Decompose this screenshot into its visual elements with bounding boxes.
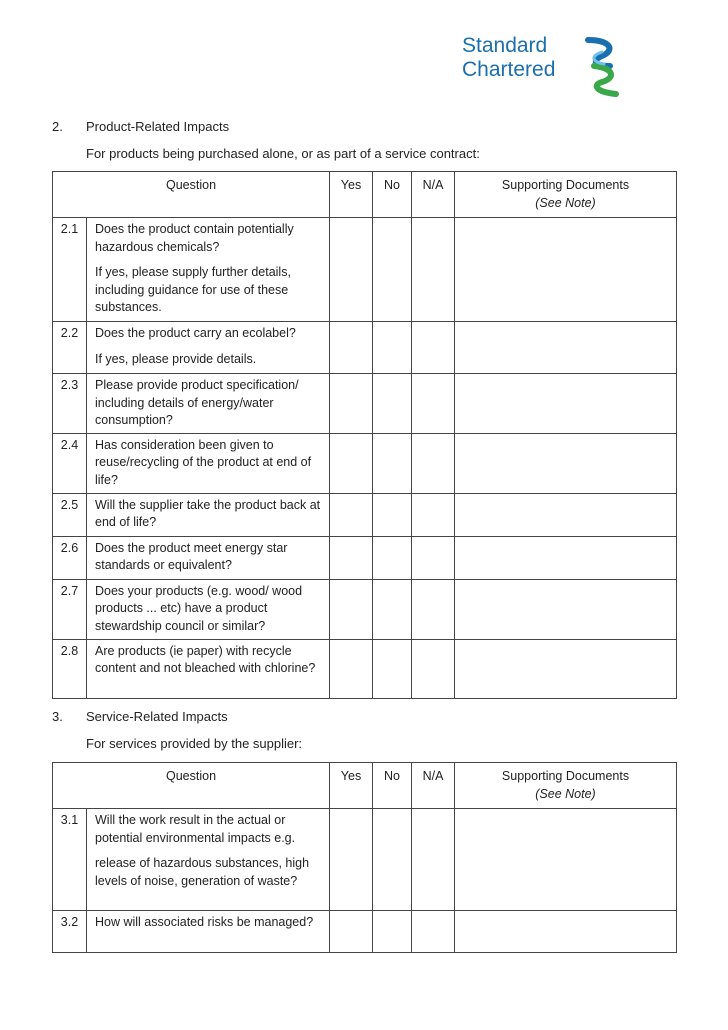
question-text: Are products (ie paper) with recycle content and not bleached with chlorine? xyxy=(95,643,316,675)
logo-line-1: Standard xyxy=(462,34,548,57)
na-cell[interactable] xyxy=(412,218,455,322)
docs-cell[interactable] xyxy=(455,536,677,579)
header-no: No xyxy=(373,763,412,809)
section-3-number: 3. xyxy=(52,709,63,724)
row-question xyxy=(87,374,330,434)
header-docs-note: (See Note) xyxy=(535,786,596,801)
question-detail: release of hazardous substances, high levels of noise, generation of waste? xyxy=(95,856,310,888)
no-cell[interactable] xyxy=(373,809,412,911)
na-cell[interactable] xyxy=(412,433,455,493)
question-detail: If yes, please provide details. xyxy=(95,351,257,366)
row-question xyxy=(87,809,330,911)
docs-cell[interactable] xyxy=(455,579,677,639)
section-2-title: Product-Related Impacts xyxy=(86,119,230,134)
question-text: Does the product carry an ecolabel? xyxy=(95,326,296,340)
row-question xyxy=(87,218,330,322)
question-text: Does the product meet energy star standards or equivalent? xyxy=(95,540,288,572)
header-supporting-documents xyxy=(455,172,677,218)
na-cell[interactable] xyxy=(412,536,455,579)
yes-cell[interactable] xyxy=(330,536,373,579)
yes-cell[interactable] xyxy=(330,911,373,953)
row-question xyxy=(87,433,330,493)
docs-cell[interactable] xyxy=(455,374,677,434)
docs-cell[interactable] xyxy=(455,433,677,493)
row-question xyxy=(87,911,330,953)
row-question xyxy=(87,493,330,536)
row-question xyxy=(87,322,330,374)
question-text: Please provide product specification/ including details of energy/water consumption? xyxy=(95,378,299,427)
row-number: 2.6 xyxy=(53,536,87,579)
section-2-subtitle: For products being purchased alone, or as part of a service contract: xyxy=(86,146,480,161)
table-header-row xyxy=(53,172,677,218)
no-cell[interactable] xyxy=(373,218,412,322)
row-number: 3.2 xyxy=(53,911,87,953)
header-no: No xyxy=(373,172,412,218)
yes-cell[interactable] xyxy=(330,493,373,536)
yes-cell[interactable] xyxy=(330,322,373,374)
row-number: 2.7 xyxy=(53,579,87,639)
no-cell[interactable] xyxy=(373,639,412,698)
row-number: 3.1 xyxy=(53,809,87,911)
docs-cell[interactable] xyxy=(455,911,677,953)
logo-wordmark xyxy=(462,34,555,82)
standard-chartered-logo xyxy=(462,34,642,96)
table-header-row xyxy=(53,763,677,809)
product-impacts-table xyxy=(52,171,677,699)
row-question xyxy=(87,579,330,639)
header-supporting-documents xyxy=(455,763,677,809)
row-number: 2.5 xyxy=(53,493,87,536)
row-question xyxy=(87,536,330,579)
header-docs-note: (See Note) xyxy=(535,195,596,210)
yes-cell[interactable] xyxy=(330,639,373,698)
na-cell[interactable] xyxy=(412,493,455,536)
header-yes: Yes xyxy=(330,763,373,809)
question-text: Has consideration been given to reuse/recycling of the product at end of life? xyxy=(95,437,312,487)
section-3-subtitle: For services provided by the supplier: xyxy=(86,736,303,751)
header-docs-label: Supporting Documents xyxy=(501,178,630,192)
header-yes: Yes xyxy=(330,172,373,218)
table-row xyxy=(53,911,677,953)
header-na: N/A xyxy=(412,763,455,809)
row-number: 2.3 xyxy=(53,374,87,434)
na-cell[interactable] xyxy=(412,322,455,374)
na-cell[interactable] xyxy=(412,579,455,639)
no-cell[interactable] xyxy=(373,374,412,434)
docs-cell[interactable] xyxy=(455,639,677,698)
na-cell[interactable] xyxy=(412,639,455,698)
table-row xyxy=(53,374,677,434)
section-2-heading xyxy=(52,119,229,134)
row-question xyxy=(87,639,330,698)
section-3-title: Service-Related Impacts xyxy=(86,709,228,724)
yes-cell[interactable] xyxy=(330,374,373,434)
header-question: Question xyxy=(53,172,330,218)
table-row xyxy=(53,322,677,374)
question-text: Will the supplier take the product back at end of life? xyxy=(95,497,321,529)
table-row xyxy=(53,809,677,911)
yes-cell[interactable] xyxy=(330,218,373,322)
row-number: 2.8 xyxy=(53,639,87,698)
header-na: N/A xyxy=(412,172,455,218)
table-row xyxy=(53,218,677,322)
row-number: 2.1 xyxy=(53,218,87,322)
no-cell[interactable] xyxy=(373,536,412,579)
na-cell[interactable] xyxy=(412,809,455,911)
table-row xyxy=(53,536,677,579)
na-cell[interactable] xyxy=(412,374,455,434)
question-text: How will associated risks be managed? xyxy=(95,915,314,929)
table-row xyxy=(53,579,677,639)
header-docs-label: Supporting Documents xyxy=(501,769,630,783)
logo-line-2: Chartered xyxy=(462,58,556,81)
row-number: 2.4 xyxy=(53,433,87,493)
no-cell[interactable] xyxy=(373,579,412,639)
header-question: Question xyxy=(53,763,330,809)
section-3-heading xyxy=(52,709,228,724)
section-2-number: 2. xyxy=(52,119,63,134)
yes-cell[interactable] xyxy=(330,433,373,493)
question-text: Does the product contain potentially hazardous chemicals? xyxy=(95,222,294,254)
docs-cell[interactable] xyxy=(455,322,677,374)
na-cell[interactable] xyxy=(412,911,455,953)
table-row xyxy=(53,639,677,698)
docs-cell[interactable] xyxy=(455,218,677,322)
row-number: 2.2 xyxy=(53,322,87,374)
question-detail: If yes, please supply further details, including guidance for use of these substances. xyxy=(95,265,291,314)
no-cell[interactable] xyxy=(373,433,412,493)
yes-cell[interactable] xyxy=(330,579,373,639)
service-impacts-table xyxy=(52,762,677,953)
logo-mark-icon xyxy=(580,36,626,98)
docs-cell[interactable] xyxy=(455,809,677,911)
no-cell[interactable] xyxy=(373,322,412,374)
yes-cell[interactable] xyxy=(330,809,373,911)
docs-cell[interactable] xyxy=(455,493,677,536)
question-text: Will the work result in the actual or potential environmental impacts e.g. xyxy=(95,813,296,845)
table-row xyxy=(53,493,677,536)
no-cell[interactable] xyxy=(373,493,412,536)
question-text: Does your products (e.g. wood/ wood products ... etc) have a product stewardship council or similar? xyxy=(95,583,303,633)
table-row xyxy=(53,433,677,493)
no-cell[interactable] xyxy=(373,911,412,953)
